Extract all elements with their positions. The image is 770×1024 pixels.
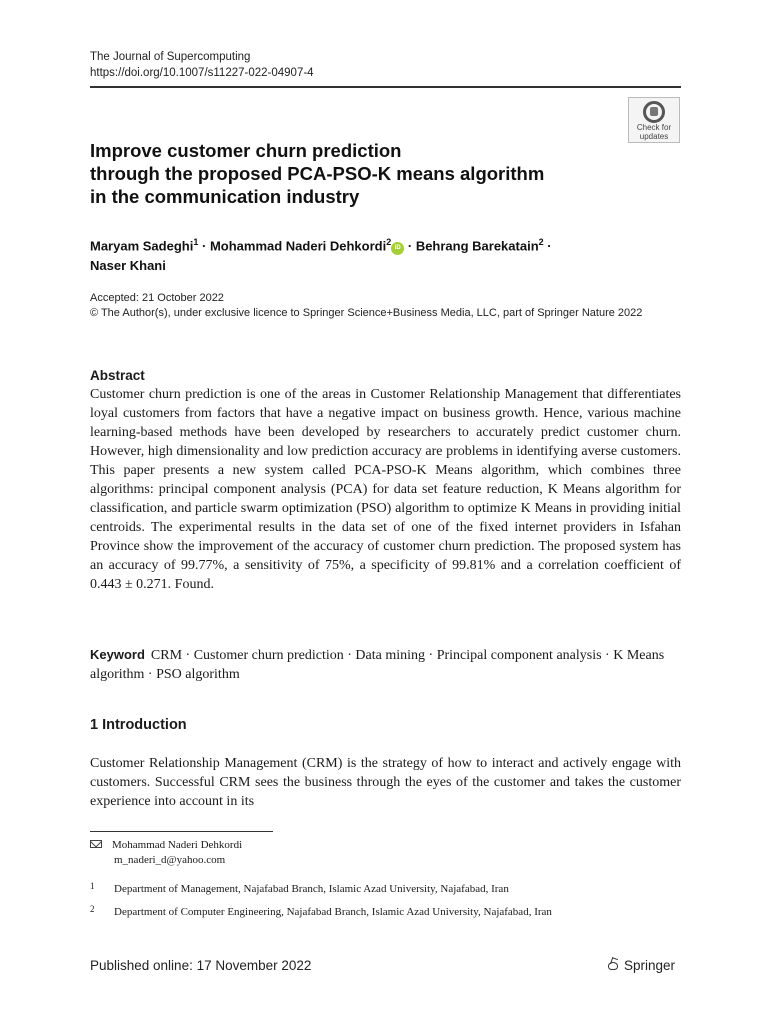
affiliation-number: 2: [90, 904, 95, 914]
author-name[interactable]: Behrang Barekatain: [415, 238, 539, 254]
paper-title: [90, 139, 650, 208]
author-name[interactable]: Naser Khani: [90, 258, 166, 274]
affiliation-text: Department of Computer Engineering, Najafabad Branch, Islamic Azad University, Najafabad, Iran: [114, 906, 552, 918]
author-separator: ·: [407, 238, 413, 254]
affiliation-text: Department of Management, Najafabad Branch, Islamic Azad University, Najafabad, Iran: [114, 883, 509, 895]
author-affiliation-number: 2: [386, 237, 392, 247]
check-updates-line1: Check for: [636, 123, 672, 132]
corresponding-author: [90, 838, 242, 868]
orcid-icon[interactable]: iD: [391, 242, 404, 255]
affiliation: [90, 882, 680, 897]
envelope-icon: [90, 840, 102, 848]
abstract-heading: Abstract: [90, 368, 145, 383]
journal-header: [90, 49, 314, 81]
journal-name: The Journal of Supercomputing: [90, 51, 251, 63]
author-affiliation-number: 2: [538, 237, 544, 247]
published-online: Published online: 17 November 2022: [90, 958, 312, 973]
springer-horse-icon: [606, 958, 620, 972]
author-list: [90, 232, 690, 276]
corresponding-email[interactable]: m_naderi_d@yahoo.com: [114, 854, 226, 866]
abstract-body: Customer churn prediction is one of the areas in Customer Relationship Management that differentiates loyal customers from factors that have a negative impact on business growth. Hence, various machine learning-based methods have been developed by researchers to accurately predict customer churn. However, high dimensionality and low prediction accuracy are problems in identifying averse customers. This paper presents a new system called PCA-PSO-K Means algorithm, which combines three algorithms: principal component analysis (PCA) for data set feature reduction, K Means algorithm for classification, and particle swarm optimization (PSO) algorithm to optimize K Means in providing initial centroids. The experimental results in the data set of one of the fixed internet providers in Isfahan Province show the improvement of the accuracy of customer churn prediction. The proposed system has an accuracy of 99.77%, a sensitivity of 75%, a specificity of 99.81% and a correlation coefficient of 0.443 ± 0.271. Found.: [90, 387, 681, 592]
title-line-1: Improve customer churn prediction: [90, 140, 402, 161]
copyright-licence: © The Author(s), under exclusive licence to Springer Science+Business Media, LLC, part of Springer Nature 2022: [90, 307, 643, 319]
section-heading-introduction: 1 Introduction: [90, 717, 187, 733]
keywords: [90, 645, 681, 684]
author-affiliation-number: 1: [193, 237, 199, 247]
affiliation: [90, 905, 680, 920]
title-line-3: in the communication industry: [90, 186, 360, 207]
check-for-updates-badge[interactable]: [628, 97, 680, 143]
bookmark-icon: [643, 101, 665, 123]
keywords-text: CRM · Customer churn prediction · Data mining · Principal component analysis · K Means algorithm · PSO algorithm: [90, 648, 665, 682]
publisher-name: Springer: [624, 958, 676, 973]
doi-link[interactable]: https://doi.org/10.1007/s11227-022-04907-4: [90, 67, 314, 79]
author-separator: ·: [547, 238, 552, 254]
author-name[interactable]: Maryam Sadeghi: [90, 238, 194, 254]
keywords-label: Keyword: [90, 647, 145, 662]
affiliation-number: 1: [90, 881, 95, 891]
publisher-logo: [606, 958, 675, 973]
article-meta: [90, 291, 680, 321]
introduction-body: Customer Relationship Management (CRM) is the strategy of how to interact and actively engage with customers. Successful CRM sees the business through the eyes of the customer and takes the customer experience into account in its: [90, 756, 681, 809]
corresponding-name: Mohammad Naderi Dehkordi: [112, 839, 243, 851]
author-name[interactable]: Mohammad Naderi Dehkordi: [209, 238, 387, 254]
footnote-rule: [90, 831, 273, 832]
accepted-date: Accepted: 21 October 2022: [90, 292, 224, 304]
header-rule: [90, 86, 681, 88]
author-separator: ·: [201, 238, 207, 254]
check-updates-line2: updates: [639, 132, 669, 141]
title-line-2: through the proposed PCA-PSO-K means algorithm: [90, 163, 545, 184]
